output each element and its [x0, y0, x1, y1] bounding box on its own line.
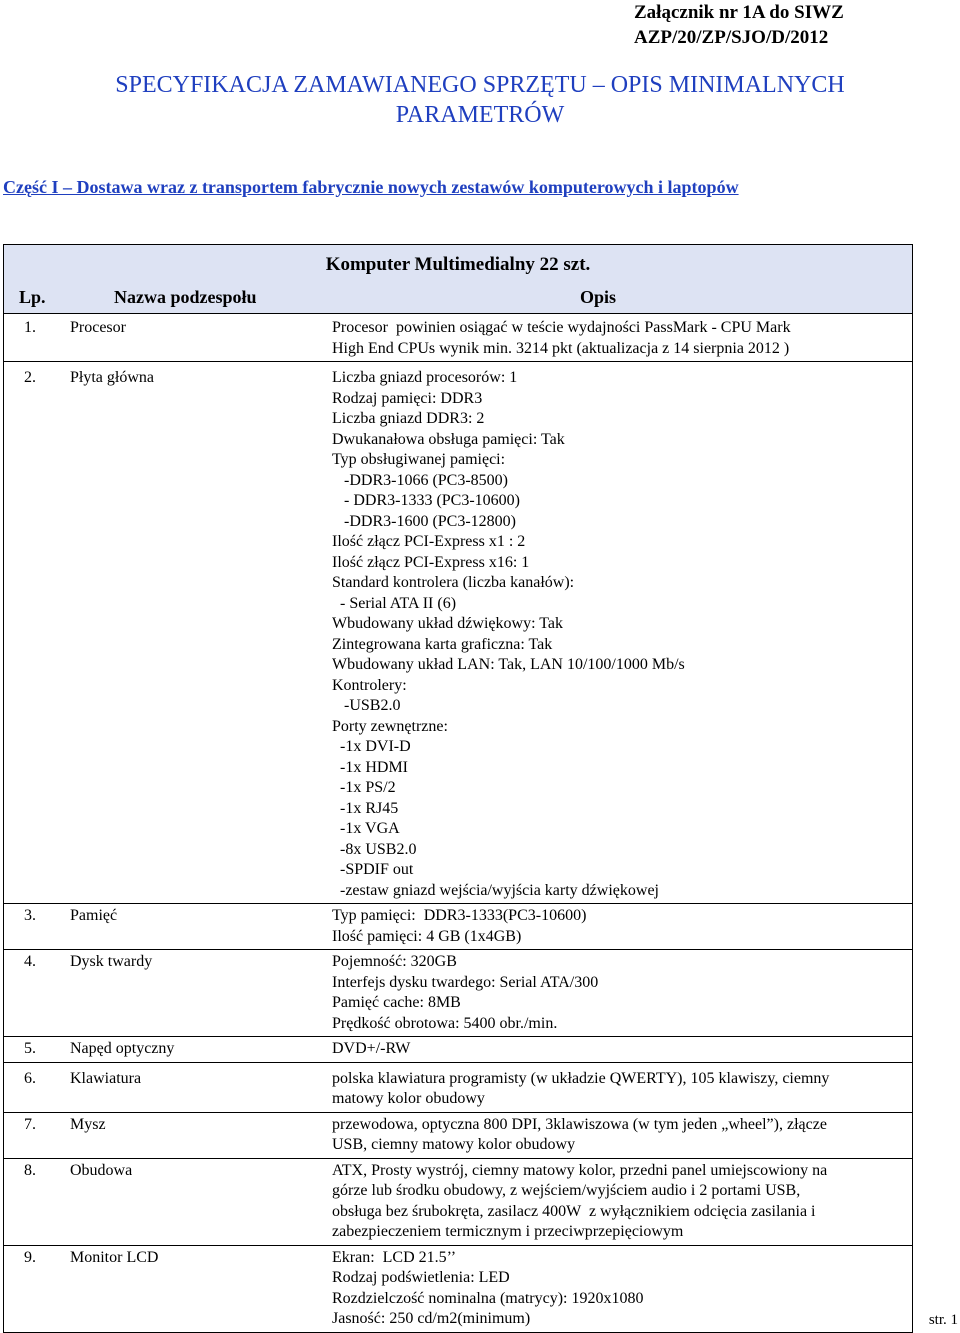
table-row: [4, 1246, 912, 1332]
description-line: - DDR3-1333 (PC3-10600): [332, 492, 520, 509]
document-title-line2: PARAMETRÓW: [395, 102, 565, 128]
description-line: -zestaw gniazd wejścia/wyjścia karty dźwiękowej: [332, 881, 659, 899]
component-name: Pamięć: [70, 907, 118, 924]
description-line: obsługa bez śrubokręta, zasilacz 400W z wyłącznikiem odcięcia zasilania i: [332, 1202, 816, 1220]
description-line: Pamięć cache: 8MB: [332, 994, 461, 1011]
description-line: -DDR3-1066 (PC3-8500): [332, 471, 508, 489]
description-line: Dwukanałowa obsługa pamięci: Tak: [332, 430, 565, 448]
description-line: -1x PS/2: [332, 779, 396, 796]
column-header-desc: Opis: [579, 287, 617, 307]
description-line: -1x VGA: [332, 820, 400, 837]
component-description: [332, 1069, 912, 1110]
annex-label: Załącznik nr 1A do SIWZ: [634, 2, 844, 23]
row-number: 6.: [24, 1069, 36, 1087]
document-title: [0, 70, 960, 130]
description-line: Kontrolery:: [332, 676, 407, 694]
table-row: [4, 1063, 912, 1113]
description-line: przewodowa, optyczna 800 DPI, 3klawiszowa (w tym jeden „wheel”), złącze: [332, 1115, 827, 1133]
component-description: [332, 906, 912, 947]
description-line: Ekran: LCD 21.5’’: [332, 1248, 457, 1266]
description-line: Liczba gniazd procesorów: 1: [332, 369, 518, 386]
component-name: Obudowa: [70, 1161, 133, 1179]
row-number: 8.: [24, 1161, 36, 1179]
description-line: Pojemność: 320GB: [332, 953, 457, 970]
description-line: Typ pamięci: DDR3-1333(PC3-10600): [332, 907, 587, 924]
column-headers: [4, 285, 912, 313]
row-number: 4.: [24, 953, 36, 970]
table-header: [4, 245, 912, 314]
annex-header: [634, 0, 954, 50]
table-row: [4, 1037, 912, 1063]
table-body: [4, 314, 912, 1332]
description-line: Liczba gniazd DDR3: 2: [332, 410, 485, 427]
row-number: 7.: [24, 1115, 36, 1133]
column-header-lp: Lp.: [19, 287, 46, 307]
component-description: [332, 1248, 912, 1330]
description-line: Standard kontrolera (liczba kanałów):: [332, 574, 575, 591]
description-line: górze lub środku obudowy, z wejściem/wyjściem audio i 2 portami USB,: [332, 1182, 801, 1199]
table-row: [4, 1113, 912, 1159]
description-line: Wbudowany układ LAN: Tak, LAN 10/100/1000 Mb/s: [332, 656, 685, 673]
description-line: Procesor powinien osiągać w teście wydajności PassMark - CPU Mark: [332, 319, 791, 336]
reference-number: AZP/20/ZP/SJO/D/2012: [634, 27, 829, 48]
description-line: Ilość pamięci: 4 GB (1x4GB): [332, 927, 522, 945]
description-line: Porty zewnętrzne:: [332, 717, 448, 735]
component-description: [332, 1039, 912, 1060]
row-number: 1.: [24, 319, 36, 336]
description-line: -1x RJ45: [332, 799, 399, 817]
description-line: Rozdzielczość nominalna (matrycy): 1920x1080: [332, 1289, 644, 1307]
description-line: USB, ciemny matowy kolor obudowy: [332, 1136, 576, 1153]
component-description: [332, 368, 912, 901]
description-line: High End CPUs wynik min. 3214 pkt (aktualizacja z 14 sierpnia 2012 ): [332, 339, 790, 357]
component-name: Klawiatura: [70, 1069, 142, 1087]
description-line: DVD+/-RW: [332, 1040, 411, 1057]
description-line: Typ obsługiwanej pamięci:: [332, 451, 506, 468]
description-line: -8x USB2.0: [332, 840, 417, 858]
table-row: [4, 950, 912, 1037]
description-line: Zintegrowana karta graficzna: Tak: [332, 635, 553, 653]
component-description: [332, 318, 912, 359]
description-line: -1x HDMI: [332, 758, 408, 776]
description-line: Rodzaj pamięci: DDR3: [332, 389, 483, 407]
description-line: zabezpieczeniem termicznym i przeciwprzepięciowym: [332, 1223, 684, 1240]
description-line: -1x DVI-D: [332, 738, 411, 755]
description-line: matowy kolor obudowy: [332, 1090, 485, 1107]
description-line: Wbudowany układ dźwiękowy: Tak: [332, 615, 563, 632]
row-number: 5.: [24, 1040, 36, 1057]
description-line: ATX, Prosty wystrój, ciemny matowy kolor, przedni panel umiejscowiony na: [332, 1161, 828, 1179]
component-name: Procesor: [70, 319, 126, 336]
description-line: -SPDIF out: [332, 861, 414, 878]
row-number: 3.: [24, 907, 36, 924]
row-number: 2.: [24, 369, 36, 386]
component-name: Płyta główna: [70, 369, 154, 386]
description-line: Ilość złącz PCI-Express x1 : 2: [332, 533, 526, 550]
description-line: Ilość złącz PCI-Express x16: 1: [332, 553, 530, 571]
component-description: [332, 1161, 912, 1243]
description-line: Prędkość obrotowa: 5400 obr./min.: [332, 1014, 558, 1032]
row-number: 9.: [24, 1248, 36, 1266]
table-row: [4, 314, 912, 362]
table-row: [4, 362, 912, 904]
component-name: Mysz: [70, 1115, 106, 1133]
description-line: -USB2.0: [332, 697, 401, 714]
description-line: polska klawiatura programisty (w układzie QWERTY), 105 klawiszy, ciemny: [332, 1069, 830, 1087]
component-description: [332, 952, 912, 1034]
part-subtitle: Część I – Dostawa wraz z transportem fabrycznie nowych zestawów komputerowych i laptopów: [3, 177, 739, 197]
spec-table: [3, 244, 913, 1333]
description-line: Rodzaj podświetlenia: LED: [332, 1269, 510, 1286]
table-row: [4, 904, 912, 950]
section-title: Komputer Multimedialny 22 szt.: [325, 254, 591, 275]
description-line: - Serial ATA II (6): [332, 594, 457, 612]
component-description: [332, 1115, 912, 1156]
document-title-line1: SPECYFIKACJA ZAMAWIANEGO SPRZĘTU – OPIS MINIMALNYCH: [115, 72, 845, 98]
column-header-name: Nazwa podzespołu: [114, 287, 257, 307]
component-name: Monitor LCD: [70, 1248, 159, 1266]
page-number: str. 1: [928, 1312, 958, 1328]
component-name: Dysk twardy: [70, 953, 153, 970]
table-row: [4, 1159, 912, 1246]
component-name: Napęd optyczny: [70, 1040, 175, 1057]
description-line: -DDR3-1600 (PC3-12800): [332, 512, 516, 530]
description-line: Jasność: 250 cd/m2(minimum): [332, 1310, 531, 1327]
description-line: Interfejs dysku twardego: Serial ATA/300: [332, 973, 599, 991]
